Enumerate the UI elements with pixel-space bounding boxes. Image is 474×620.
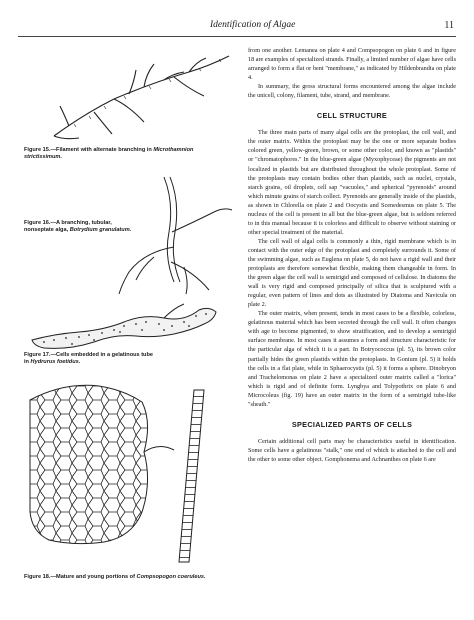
figure-16-species: Botrydium granulatum. [69,227,132,234]
figure-18-caption [24,574,239,581]
figure-15-illustration [24,44,239,144]
figure-15-label: Figure 15. [24,147,51,153]
cell-paragraph-1: The three main parts of many algal cells are the protoplast, the cell wall, and the outer matrix. Within the protoplast may be the one or more separate bodies colored green, yellow-green, brown, or some other color, and known as "plastids" or "chromatophores." In the blue-green algae (Myxophyceae) the pigments are not localized in plastids but are distributed throughout the whole protoplast. Some of the protoplasts may contain bodies other than plastids, such as nuclei, crystals, starch grains, oil droplets, cell sap "vacuoles," and spherical "pyrenoids" around which minute grains of starch collect. Pyrenoids are generally inside of the plastids, as shown in Chlorella on plate 2 and Oocystis and Scenedesmus on plate 5. The nucleus of the cell is present in all but the blue-green algae, but is seldom referred to in this manual because it is colorless and difficult to observe without staining or other special treatment of the material. [248,129,456,236]
figure-16-text: —A branching, tubular, nonseptate alga, [24,220,112,234]
figure-18-species: Compsopogon coeruleus. [136,574,206,580]
figure-17-species: Hydrurus foetidus. [30,359,81,366]
figure-15-species: Microthamnion strictissimum. [24,147,194,161]
specialized-paragraph-1: Certain additional cell parts may be characteristics useful in identification. Some cells have a gelatinous "stalk," one end of which is attached to the cell and the other to some other object. Gomphonema and Achnanthes on plate 6 are [248,437,456,463]
specialized-parts-heading: SPECIALIZED PARTS OF CELLS [291,419,413,429]
figure-17-caption [24,352,154,366]
cell-paragraph-3: The outer matrix, when present, tends in most cases to be a flexible, colorless, gelatinous material which has been secreted through the cell wall. It often changes with age to become pigmented, to show stratification, and to develop a semirigid surface membrane. In most cases it assumes a form and structure characteristic for the particular alga of which it is a part. In Botryococcus (pl. 5), its brown color partially hides the green plastids within the protoplasts. In Gonium (pl. 5) it holds the cells in a flat plate, while in Sphaerocystis (pl. 5) it forms a sphere. Dinobryon and Trachelomonas on plate 2 have a specialized outer matrix called a "lorica" which is rigid and of definite form. Lyngbya and Tolypothrix on plate 6 and Microcoleus (fig. 19) have an outer matrix in the form of a semirigid tube-like "sheath." [248,310,456,408]
intro-paragraph: from one another. Lemanea on plate 4 and Compsopogon on plate 6 and in figure 18 are examples of specialized strands. Finally, a limited number of algae have cells arranged to form a flat or bent "membrane," as indicated by Hildenbrandia on plate 4. [248,47,457,82]
figure-17-text: —Cells embedded in a gelatinous tube in [24,352,154,366]
figure-16-caption [24,220,134,234]
running-head: Identification of Algae [210,20,296,30]
figure-15-text: —Filament with alternate branching in [50,147,152,153]
figure-15-caption [24,147,224,161]
figure-18-label: Figure 18. [24,574,51,580]
page-number: 11 [444,20,454,31]
summary-paragraph: In summary, the gross structural forms encountered among the algae include the unicell, colony, filament, tube, strand, and membrane. [248,83,456,100]
figure-17-illustration [24,300,239,352]
cell-structure-heading: CELL STRUCTURE [316,111,388,121]
figure-16-label: Figure 16. [24,220,51,226]
header-rule [18,36,456,37]
body-column [248,46,456,464]
figure-18-illustration [24,372,239,568]
figure-17-label: Figure 17. [24,352,51,358]
cell-paragraph-2: The cell wall of algal cells is commonly a thin, rigid membrane which is in contact with the outer edge of the protoplast and completely surrounds it. Some of the swimming algae, such as Euglena on plate 5, do not have a rigid wall and their protoplasts are therefore somewhat flexible, making them changeable in form. In the green algae the cell wall is semirigid and composed of cellulose. In diatoms the wall is very rigid and composed principally of silica that is sculptured with a regular, even pattern of lines and dots as illustrated by Diatoma and Navicula on plate 2. [248,237,456,309]
figure-16-illustration [24,172,239,297]
figure-18-text: —Mature and young portions of [50,574,135,580]
